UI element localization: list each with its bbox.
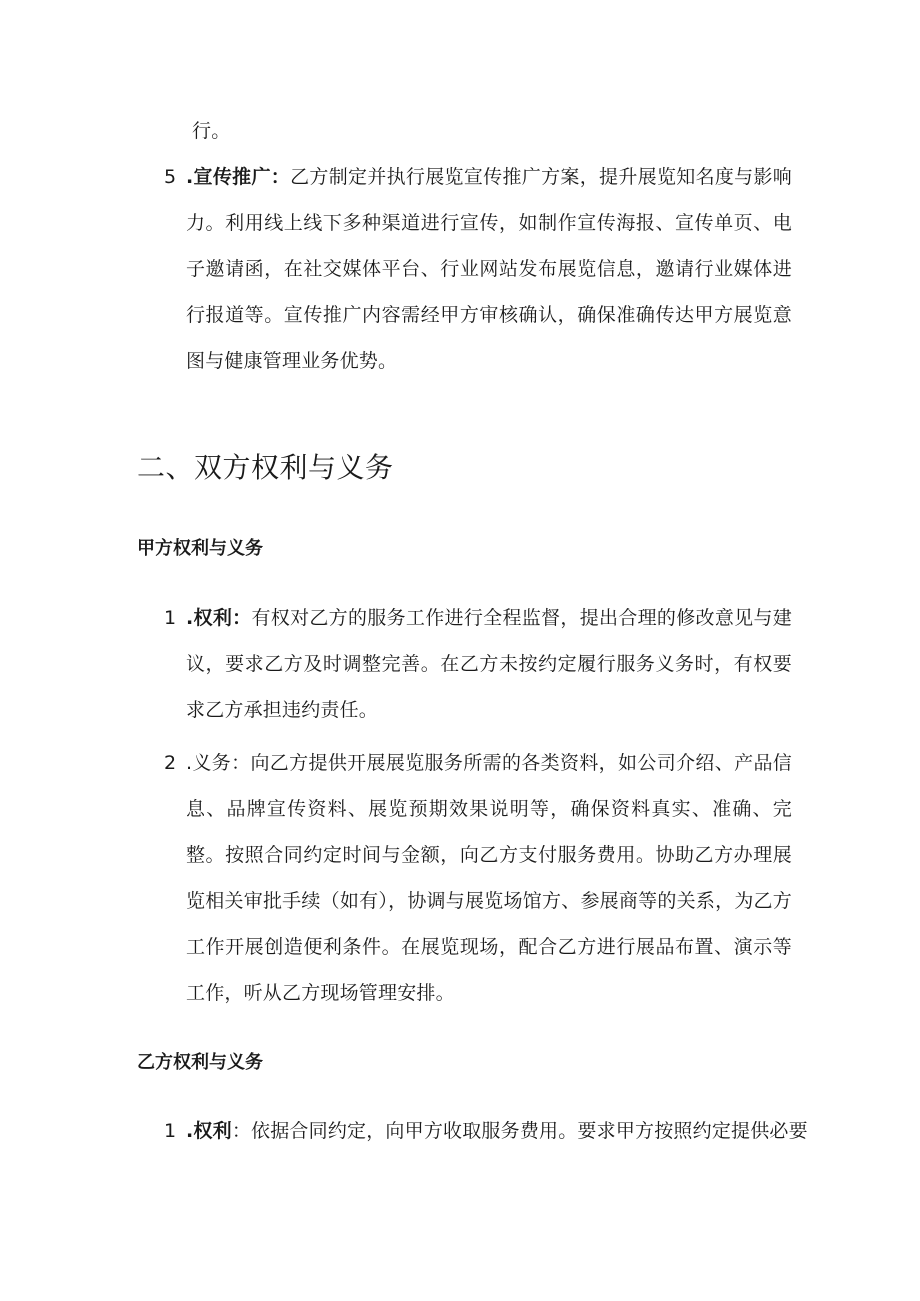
- party-a-heading: 甲方权利与义务: [137, 538, 263, 559]
- section-heading: 二、双方权利与义务: [137, 451, 394, 484]
- list-item-body: 有权对乙方的服务工作进行全程监督，提出合理的修改意见与建议，要求乙方及时调整完善。在乙方未按约定履行服务义务时，有权要求乙方承担违约责任。: [186, 607, 792, 721]
- list-item-body: 乙方制定并执行展览宣传推广方案，提升展览知名度与影响力。利用线上线下多种渠道进行宣传，如制作宣传海报、宣传单页、电子邀请函，在社交媒体平台、行业网站发布展览信息，邀请行业媒体进行报道等。宣传推广内容需经甲方审核确认，确保准确传达甲方展览意图与健康管理业务优势。: [186, 166, 793, 372]
- list-item-body: ：依据合同约定，向甲方收取服务费用。要求甲方按照约定提供必要: [231, 1120, 808, 1142]
- list-item-text: [186, 154, 792, 384]
- list-item-text: [186, 595, 792, 733]
- party-a-obligations: [164, 740, 794, 1030]
- list-item-label: .权利: [186, 1120, 232, 1142]
- list-item-label: .义务：: [186, 752, 251, 774]
- list-number: 2: [164, 752, 177, 774]
- continuation-text: 行。: [192, 120, 231, 142]
- list-number: 1: [164, 1120, 177, 1142]
- list-item-label: .宣传推广：: [186, 166, 291, 188]
- list-number: 1: [164, 607, 177, 629]
- list-item-text: [186, 740, 792, 1016]
- list-item-label: .权利：: [186, 607, 252, 629]
- list-item-body: 向乙方提供开展展览服务所需的各类资料，如公司介绍、产品信息、品牌宣传资料、展览预期效果说明等，确保资料真实、准确、完整。按照合同约定时间与金额，向乙方支付服务费用。协助乙方办理展览相关审批手续（如有），协调与展览场馆方、参展商等的关系，为乙方工作开展创造便利条件。在展览现场，配合乙方进行展品布置、演示等工作，听从乙方现场管理安排。: [186, 752, 792, 1004]
- list-number: 5: [164, 166, 177, 188]
- list-item-publicity: [164, 154, 794, 394]
- party-a-rights: [164, 595, 794, 735]
- list-item-text: [186, 1108, 808, 1154]
- party-b-heading: 乙方权利与义务: [137, 1052, 263, 1073]
- party-b-rights: [164, 1108, 808, 1156]
